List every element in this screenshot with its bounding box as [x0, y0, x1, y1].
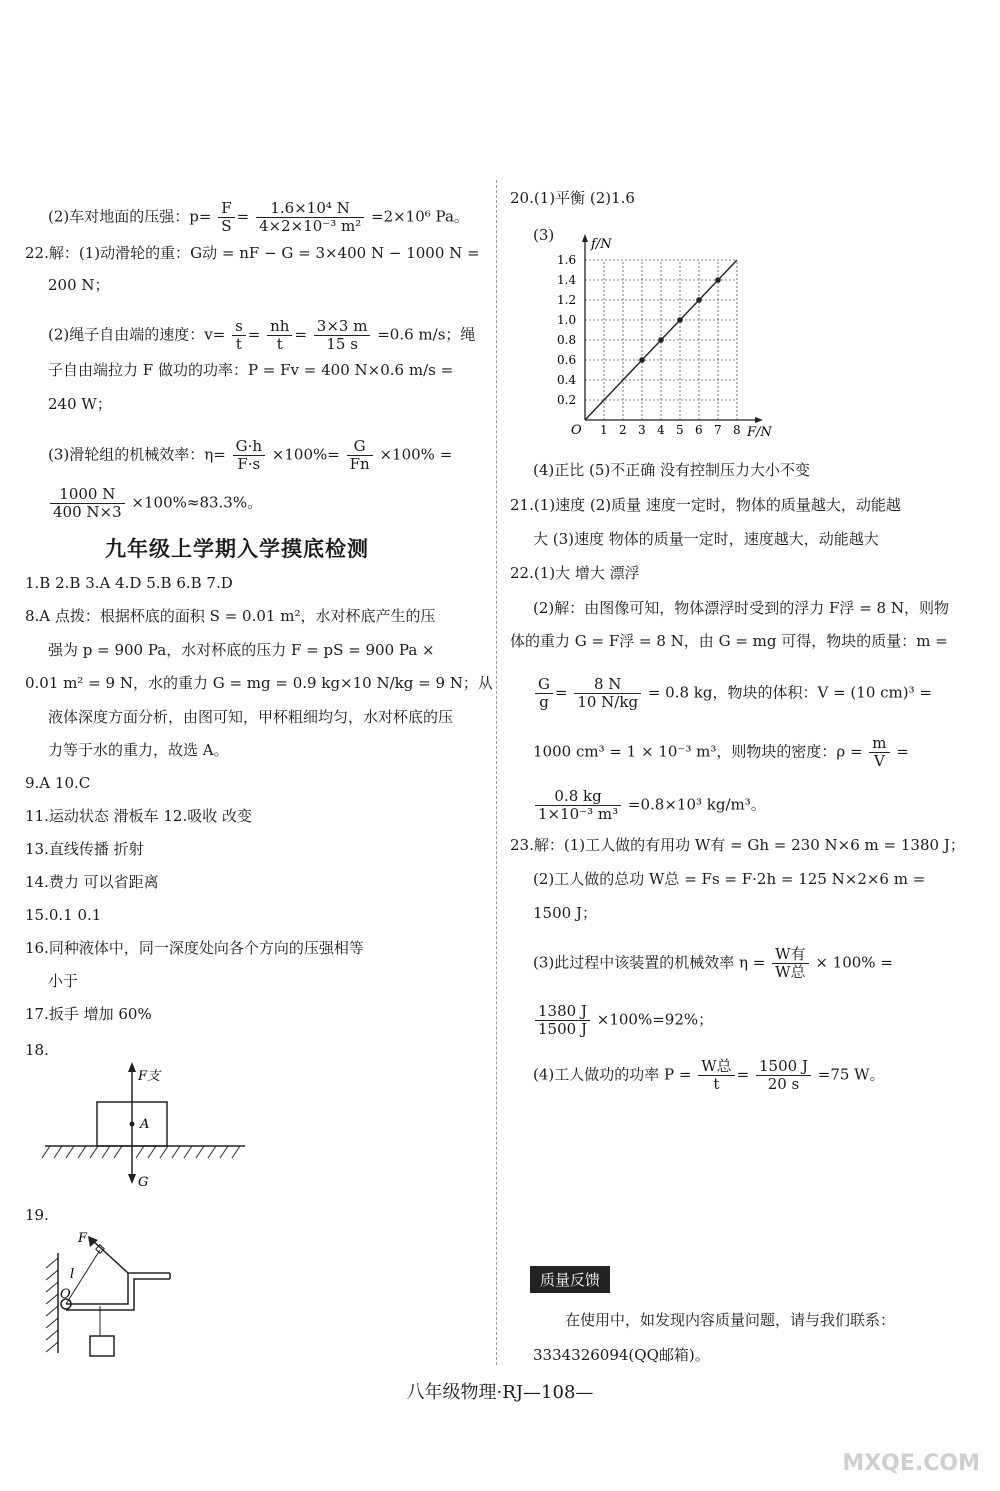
x-tick-label: 8 [733, 423, 741, 437]
q9-10: 9.A 10.C [25, 774, 91, 792]
q22-line4: $\frac{G}{g}$ = $\frac{8 N}{10 N/kg}$ = 0.8 kg，物块的体积：V = (10 cm)³ = [533, 676, 932, 711]
q19-lever-diagram [38, 1228, 188, 1363]
q15: 15.0.1 0.1 [25, 906, 102, 924]
force-arrow [92, 1240, 128, 1273]
q14: 14.费力 可以省距离 [25, 873, 159, 891]
q23-line6: (4)工人做功的功率 P = $\frac{\text{W总}}{t}$ = $\frac{1500 J}{20 s}$ =75 W。 [533, 1057, 885, 1093]
ground-hatching [42, 1146, 240, 1158]
q11-12: 11.运动状态 滑板车 12.吸收 改变 [25, 807, 253, 825]
x-axis-arrow [755, 417, 763, 423]
x-axis-label: F/N [747, 425, 772, 440]
q13: 13.直线传播 折射 [25, 840, 144, 858]
q22-line5: 1000 cm³ = 1 × 10⁻³ m³，则物块的密度：ρ = $\frac{m}{V}$ = [533, 734, 909, 770]
feedback-line1: 在使用中，如发现内容质量问题，请与我们联系： [565, 1311, 896, 1329]
x-tick-label: 7 [714, 423, 722, 437]
origin-label: O [571, 423, 582, 438]
y-tick-label: 0.8 [557, 333, 577, 347]
q8-line3: 0.01 m² = 9 N，水的重力 G = mg = 0.9 kg×10 N/kg = 9 N；从 [25, 674, 493, 692]
data-point [715, 277, 721, 283]
y-tick-label: 1.2 [557, 293, 577, 307]
q23-line2: (2)工人做的总功 W总 = Fs = F·2h = 125 N×2×6 m = [533, 870, 926, 888]
section-title: 九年级上学期入学摸底检测 [105, 536, 369, 561]
bent-lever-inner [66, 1279, 170, 1310]
page-footer: 八年级物理·RJ—108— [406, 1382, 594, 1403]
x-tick-label: 2 [619, 423, 627, 437]
q16-line1: 16.同种液体中，同一深度处向各个方向的压强相等 [25, 939, 364, 957]
q22-line6: $\frac{0.8 kg}{\text{1×10⁻³ m³}}$ =0.8×10³ kg/m³。 [533, 788, 766, 823]
force-arrowhead [88, 1236, 98, 1247]
column-divider [496, 180, 497, 1365]
x-tick-label: 4 [657, 423, 665, 437]
data-point [658, 337, 664, 343]
y-tick-label: 1.4 [557, 273, 577, 287]
data-point [696, 297, 702, 303]
q16-line2: 小于 [48, 972, 79, 990]
q20-line3: (4)正比 (5)不正确 没有控制压力大小不变 [533, 461, 811, 479]
q21-line2: 大 (3)速度 物体的质量一定时，速度越大，动能越大 [533, 530, 879, 548]
q22-line1: 22.解：(1)动滑轮的重：G动 = nF − G = 3×400 N − 1000 N = [25, 244, 480, 262]
q23-line4: (3)此过程中该装置的机械效率 η = $\frac{\text{W有}}{\text{W总}}$ × 100% = [533, 945, 893, 981]
data-point [677, 317, 683, 323]
q8-line2: 强为 p = 900 Pa，水对杯底的压力 F = pS = 900 Pa × [48, 641, 435, 659]
y-tick-label: 1.0 [557, 313, 577, 327]
q19-label: 19. [25, 1206, 49, 1224]
y-axis-arrow [582, 234, 588, 242]
f-label: F支 [138, 1069, 161, 1084]
f-vs-f-chart [555, 237, 772, 440]
f-label: F [78, 1231, 88, 1246]
support-arrowhead [128, 1062, 136, 1072]
x-tick-label: 6 [695, 423, 703, 437]
q21-2-line: (2)车对地面的压强：p= $\frac{F}{S}$ = $\frac{\text{1.6×10⁴ N}}{\text{4×2×10⁻³ m²}}$ =2×10⁶ Pa。 [48, 199, 469, 235]
q17: 17.扳手 增加 60% [25, 1005, 152, 1023]
q8-line1: 8.A 点拨：根据杯底的面积 S = 0.01 m²，水对杯底产生的压 [25, 607, 436, 625]
q23-line5: $\frac{1380 J}{1500 J}$ ×100%=92%； [533, 1003, 713, 1038]
q20-line2: (3) [533, 226, 555, 244]
right-angle-mark [96, 1245, 104, 1253]
x-tick-label: 3 [638, 423, 646, 437]
q22-3-line: (3)滑轮组的机械效率：η= $\frac{G\cdot h}{F\cdot s}$ ×100%= $\frac{G}{Fn}$ ×100% = [48, 437, 453, 473]
q1-7: 1.B 2.B 3.A 4.D 5.B 6.B 7.D [25, 574, 233, 592]
data-point [639, 357, 645, 363]
y-axis-label: f/N [591, 237, 612, 252]
center-point [130, 1122, 135, 1127]
q22-line5: 240 W； [48, 395, 112, 413]
l-label: l [70, 1267, 75, 1282]
y-tick-label: 1.6 [557, 253, 577, 267]
q18-label: 18. [25, 1041, 49, 1059]
q23-line3: 1500 J； [533, 904, 597, 922]
q22-3b-line: $\frac{1000 N}{400 N\times 3}$ ×100%≈83.3%。 [48, 486, 262, 521]
q18-force-diagram [40, 1062, 260, 1197]
y-tick-label: 0.6 [557, 353, 577, 367]
feedback-badge: 质量反馈 [530, 1266, 610, 1293]
q22-line3: 体的重力 G = F浮 = 8 N，由 G = mg 可得，物块的质量：m = [510, 632, 948, 650]
watermark: MXQE.COM [842, 1451, 980, 1476]
o-label: O [60, 1287, 71, 1302]
bent-lever-outer [66, 1273, 170, 1304]
g-label: G [138, 1175, 149, 1190]
x-tick-label: 5 [676, 423, 684, 437]
q8-line5: 力等于水的重力，故选 A。 [48, 741, 229, 759]
q22-line2: (2)解：由图像可知，物体漂浮时受到的浮力 F浮 = 8 N，则物 [533, 599, 949, 617]
q20-line1: 20.(1)平衡 (2)1.6 [510, 189, 635, 207]
q22-2-line: (2)绳子自由端的速度：v= $\frac{s}{t}$ = $\frac{nh}{t}$ = $\frac{3\times 3 m}{15 s}$ =0.6 m/s；绳 [48, 317, 476, 353]
wall-hatching [46, 1258, 58, 1352]
q23-line1: 23.解：(1)工人做的有用功 W有 = Gh = 230 N×6 m = 1380 J； [510, 836, 965, 854]
q22-line4: 子自由端拉力 F 做功的功率：P = Fv = 400 N×0.6 m/s = [48, 361, 454, 379]
y-tick-label: 0.4 [557, 373, 577, 387]
q21-line1: 21.(1)速度 (2)质量 速度一定时，物体的质量越大，动能越 [510, 496, 901, 514]
q22-line1: 22.(1)大 增大 漂浮 [510, 564, 640, 582]
a-label: A [140, 1117, 150, 1132]
feedback-line2: 3334326094(QQ邮箱)。 [533, 1346, 710, 1364]
q8-line4: 液体深度方面分析，由图可知，甲杯粗细均匀，水对杯底的压 [48, 708, 454, 726]
y-tick-label: 0.2 [557, 393, 577, 407]
hanging-weight [90, 1336, 114, 1356]
x-tick-label: 1 [600, 423, 608, 437]
gravity-arrowhead [128, 1174, 136, 1184]
q22-line2: 200 N； [48, 276, 110, 294]
